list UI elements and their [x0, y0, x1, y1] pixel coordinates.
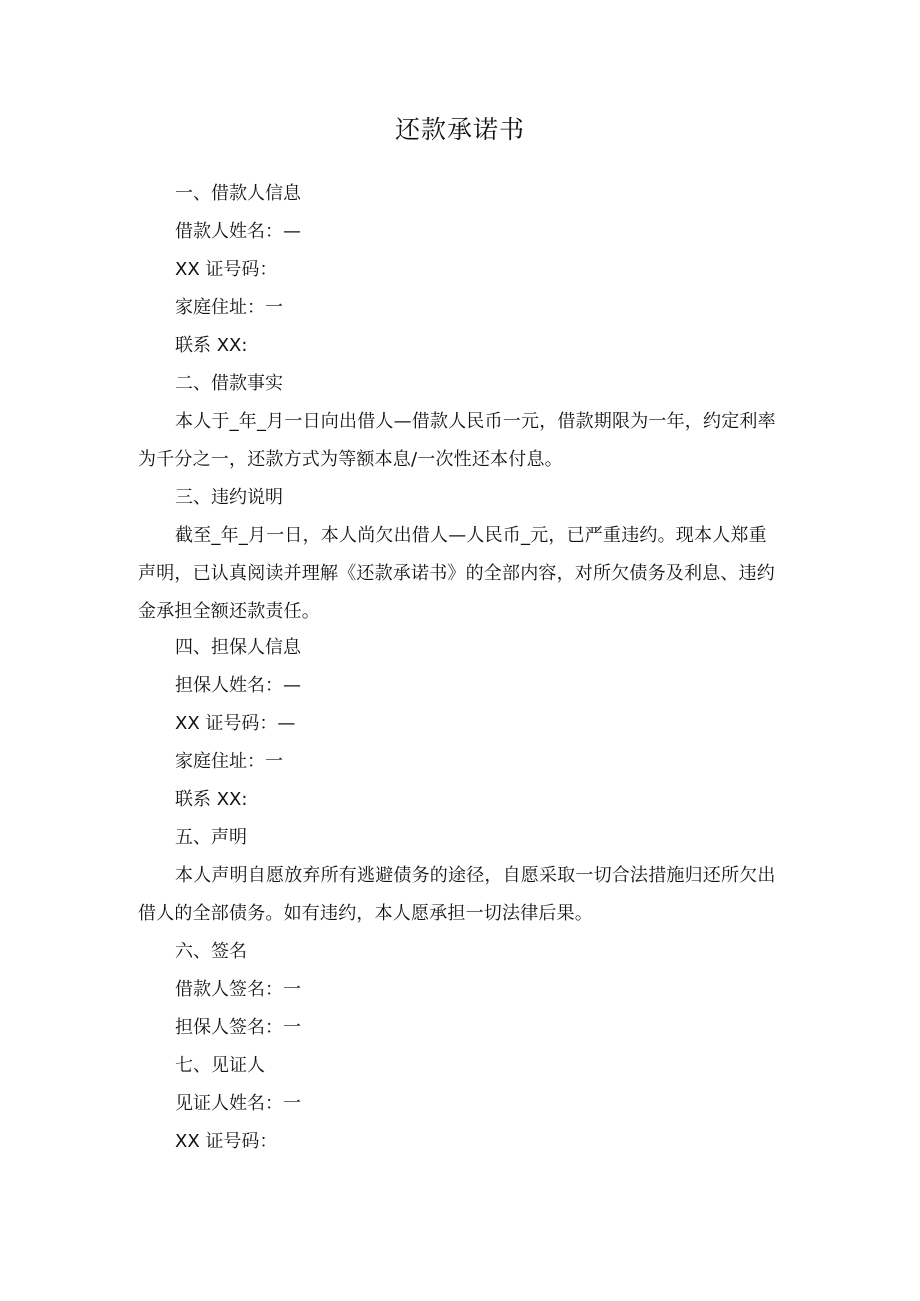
borrower-name-line: 借款人姓名：— [175, 221, 301, 242]
guarantor-id-line: XX 证号码：— [175, 713, 296, 734]
guarantor-signature-line: 担保人签名：一 [175, 1017, 301, 1038]
section7-heading: 七、见证人 [175, 1055, 265, 1076]
section6-heading: 六、签名 [175, 941, 247, 962]
section2-heading: 二、借款事实 [175, 373, 283, 394]
default-paragraph: 截至_年_月一日，本人尚欠出借人—人民币_元，已严重违约。现本人郑重声明，已认真阅读并理解《还款承诺书》的全部内容，对所欠债务及利息、违约金承担全额还款责任。 [138, 525, 775, 622]
borrower-address-line: 家庭住址：一 [175, 297, 283, 318]
guarantor-contact-line: 联系 XX: [175, 789, 248, 810]
section1-heading: 一、借款人信息 [175, 183, 301, 204]
section5-heading: 五、声明 [175, 827, 247, 848]
witness-id-line: XX 证号码： [175, 1131, 278, 1152]
borrower-contact-line: 联系 XX: [175, 335, 248, 356]
guarantor-address-line: 家庭住址：一 [175, 751, 283, 772]
loan-facts-paragraph: 本人于_年_月一日向出借人—借款人民币一元，借款期限为一年，约定利率为千分之一，还款方式为等额本息/一次性还本付息。 [138, 411, 776, 470]
borrower-signature-line: 借款人签名：一 [175, 979, 301, 1000]
section3-heading: 三、违约说明 [175, 487, 283, 508]
document-title: 还款承诺书 [394, 115, 525, 144]
declaration-paragraph: 本人声明自愿放弃所有逃避债务的途径，自愿采取一切合法措施归还所欠出借人的全部债务。如有违约，本人愿承担一切法律后果。 [138, 865, 776, 924]
guarantor-name-line: 担保人姓名：— [175, 675, 301, 696]
section4-heading: 四、担保人信息 [175, 637, 301, 658]
borrower-id-line: XX 证号码： [175, 259, 278, 280]
witness-name-line: 见证人姓名：一 [175, 1093, 301, 1114]
